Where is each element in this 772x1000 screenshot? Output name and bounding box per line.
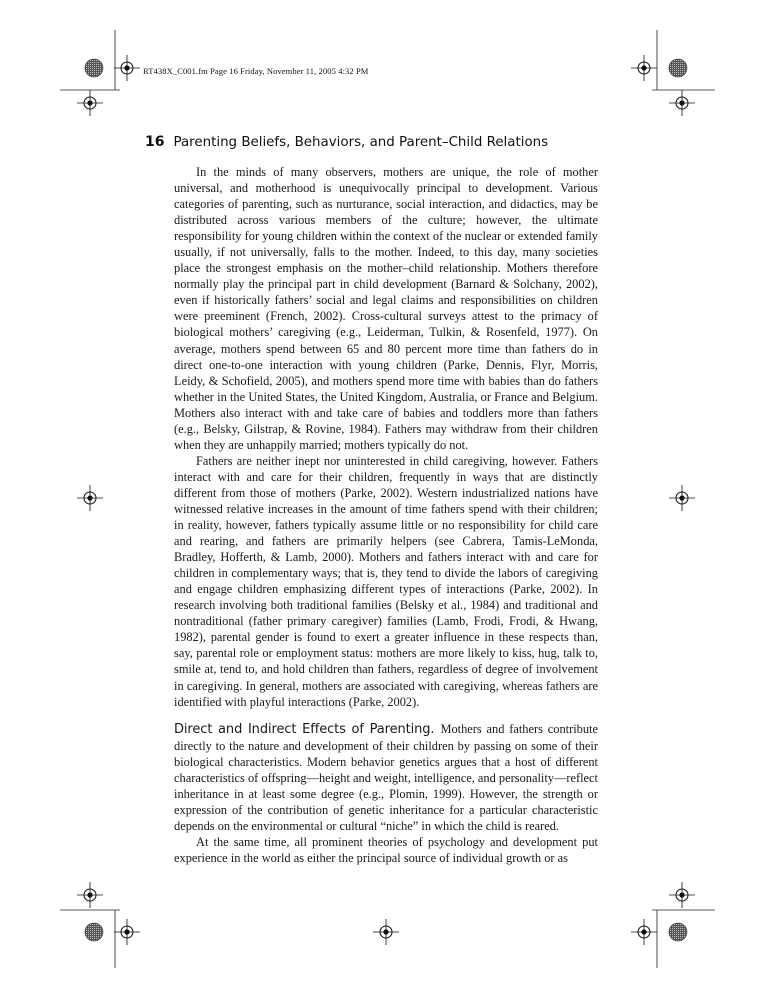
running-header: [145, 134, 548, 150]
registration-mark: [77, 882, 103, 908]
registration-mark: [114, 919, 140, 945]
section-paragraph: [174, 721, 598, 834]
paragraph: At the same time, all prominent theories of psychology and development put experience in the world as either the principal source of individual growth or as: [174, 834, 598, 865]
page-number: 16: [145, 134, 165, 150]
running-title: Parenting Beliefs, Behaviors, and Parent–Child Relations: [173, 135, 549, 150]
file-slug: RT438X_C001.fm Page 16 Friday, November 11, 2005 4:32 PM: [143, 66, 369, 76]
registration-mark: [631, 919, 657, 945]
registration-mark: [669, 90, 695, 116]
section-text: Mothers and fathers contribute directly to the nature and development of their children by passing on some of their biological characteristics. Modern behavior genetics argues that a host of different characteristics of offspring—height and weight, intelligence, and personality—reflect inheritance in at least some degree (e.g., Plomin, 1999). However, the strength or expression of the contribution of genetic inheritance for a particular characteristic depends on the environmental or cultural “niche” in which the child is reared.: [174, 721, 599, 833]
body-text: [174, 164, 598, 866]
registration-mark: [77, 485, 103, 511]
registration-mark: [669, 485, 695, 511]
registration-mark: [373, 919, 399, 945]
registration-mark: [669, 882, 695, 908]
registration-mark: [631, 55, 657, 81]
registration-mark: [77, 90, 103, 116]
section-heading: Direct and Indirect Effects of Parenting.: [174, 721, 435, 737]
paragraph: Fathers are neither inept nor uninterested in child caregiving, however. Fathers interact with and care for their children, frequently in ways that are distinctly different from those of mothers (Parke, 2002). Western industrialized nations have witnessed relative increases in the amount of time fathers spend with their children; in reality, however, fathers typically assume little or no responsibility for child care and rearing, and fathers are primarily helpers (see Cabrera, Tamis-LeMonda, Bradley, Hofferth, & Lamb, 2000). Mothers and fathers interact with and care for children in complementary ways; that is, they tend to divide the labors of caregiving and engage children emphasizing different types of interactions (Parke, 2002). In research involving both traditional families (Belsky et al., 1984) and traditional and nontraditional (father primary caregiver) families (Lamb, Frodi, Frodi, & Hwang, 1982), parental gender is found to exert a greater influence in these respects than, say, parental role or employment status: mothers are more likely to kiss, hug, talk to, smile at, tend to, and hold children than fathers, regardless of degree of involvement in caregiving. In general, mothers are associated with caregiving, whereas fathers are identified with playful interactions (Parke, 2002).: [174, 453, 598, 709]
paragraph: In the minds of many observers, mothers are unique, the role of mother universal, and motherhood is unequivocally principal to development. Various categories of parenting, such as nurturance, social interaction, and didactics, may be distributed across various members of the culture; however, the ultimate responsibility for young children within the context of the nuclear or extended family usually, if not universally, falls to the mother. Indeed, to this day, many societies place the strongest emphasis on the mother–child relationship. Mothers therefore normally play the principal part in child development (Barnard & Solchany, 2002), even if historically fathers’ social and legal claims and responsibilities on children were preeminent (French, 2002). Cross-cultural surveys attest to the primacy of biological mothers’ caregiving (e.g., Leiderman, Tulkin, & Rosenfeld, 1977). On average, mothers spend between 65 and 80 percent more time than fathers do in direct one-to-one interaction with young children (Parke, Dennis, Flyr, Morris, Leidy, & Schofield, 2005), and mothers spend more time with babies than do fathers whether in the United States, the United Kingdom, Australia, or France and Belgium. Mothers also interact with and take care of babies and toddlers more than fathers (e.g., Belsky, Gilstrap, & Rovine, 1984). Fathers may withdraw from their children when they are unhappily married; mothers typically do not.: [174, 165, 598, 452]
registration-mark: [114, 55, 140, 81]
